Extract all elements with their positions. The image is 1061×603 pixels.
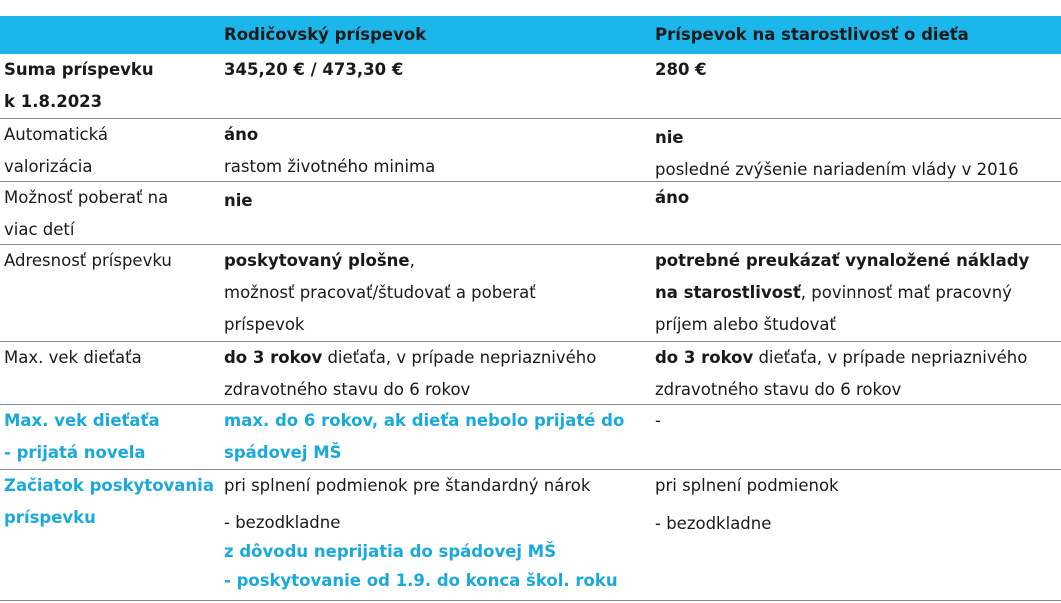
cell-parental: 345,20 € / 473,30 € bbox=[224, 60, 404, 79]
cell-parental: poskytovaný plošne, možnosť pracovať/študovať a poberať príspevok bbox=[224, 251, 536, 334]
table-row bbox=[0, 342, 1061, 405]
cell-childcare: 280 € bbox=[655, 60, 707, 79]
table-row bbox=[0, 182, 1061, 245]
row-label: Začiatok poskytovania príspevku bbox=[4, 476, 214, 527]
cell-parental: áno rastom životného minima bbox=[224, 125, 436, 176]
row-label: Adresnosť príspevku bbox=[4, 251, 172, 270]
table-row bbox=[0, 245, 1061, 342]
row-label: Max. vek dieťaťa bbox=[4, 348, 142, 367]
table-header bbox=[0, 16, 1061, 54]
comparison-table bbox=[0, 16, 1061, 601]
cell-childcare: - bbox=[655, 411, 661, 430]
row-label: Max. vek dieťaťa - prijatá novela bbox=[4, 411, 160, 462]
row-label: Suma príspevku k 1.8.2023 bbox=[4, 60, 154, 111]
cell-childcare: pri splnení podmienok - bezodkladne bbox=[655, 476, 839, 533]
row-label: Automatická valorizácia bbox=[4, 125, 108, 176]
cell-parental: do 3 rokov dieťaťa, v prípade nepriaznivého zdravotného stavu do 6 rokov bbox=[224, 348, 597, 399]
table-row bbox=[0, 119, 1061, 182]
table-row bbox=[0, 405, 1061, 470]
header-col-parental: Rodičovský príspevok bbox=[224, 25, 427, 44]
row-label: Možnosť poberať na viac detí bbox=[4, 188, 169, 239]
cell-parental: nie bbox=[224, 191, 253, 210]
cell-parental: pri splnení podmienok pre štandardný nárok - bezodkladne z dôvodu neprijatia do spádovej MŠ - poskytovanie od 1.9. do konca škol. roku bbox=[224, 476, 618, 590]
cell-childcare: nie posledné zvýšenie nariadením vlády v 2016 bbox=[655, 128, 1019, 179]
cell-parental: max. do 6 rokov, ak dieťa nebolo prijaté do spádovej MŠ bbox=[224, 411, 625, 462]
cell-childcare: do 3 rokov dieťaťa, v prípade nepriaznivého zdravotného stavu do 6 rokov bbox=[655, 348, 1028, 399]
cell-childcare: potrebné preukázať vynaložené náklady na starostlivosť, povinnosť mať pracovný príjem alebo študovať bbox=[655, 251, 1030, 334]
cell-childcare: áno bbox=[655, 188, 690, 207]
table-row bbox=[0, 54, 1061, 119]
table-row bbox=[0, 470, 1061, 601]
header-col-childcare: Príspevok na starostlivosť o dieťa bbox=[655, 25, 969, 44]
